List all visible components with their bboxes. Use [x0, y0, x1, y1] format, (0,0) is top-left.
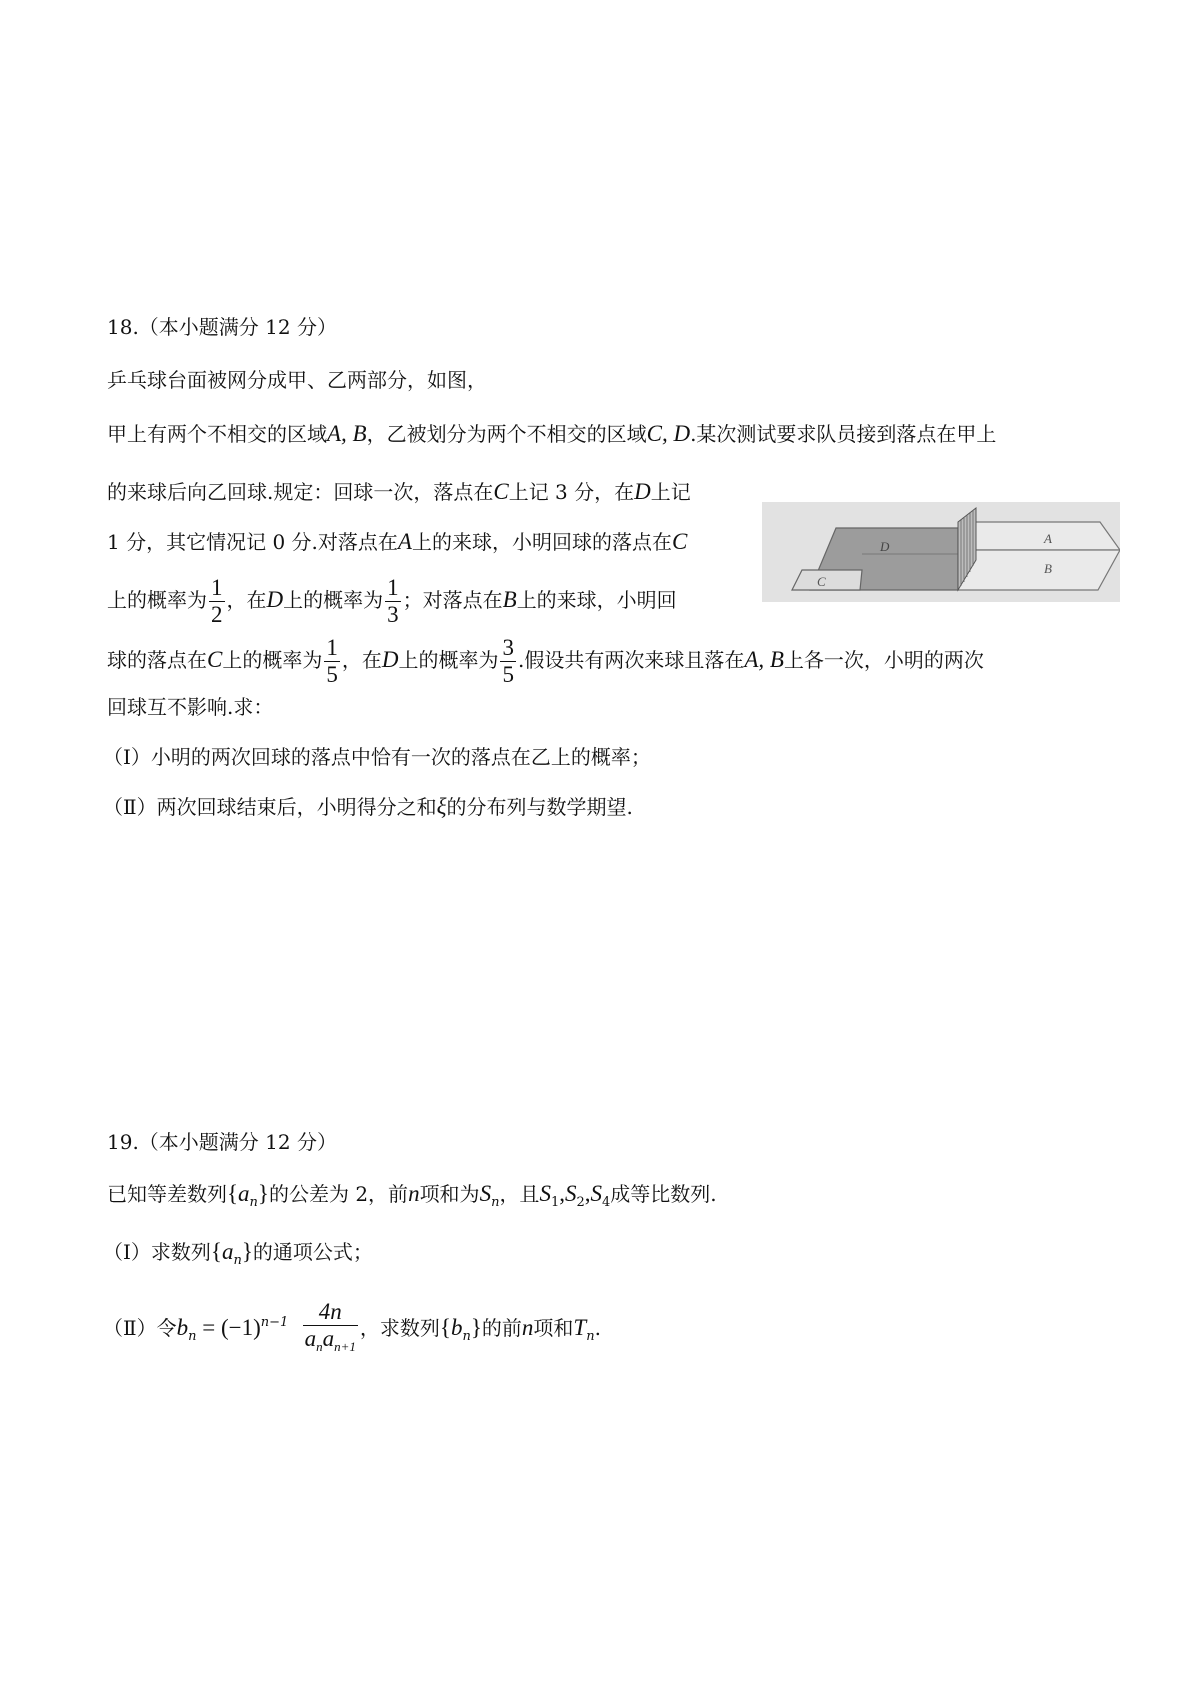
- q19-part-2: （Ⅱ）令$b_n = (-1)^{n-1}$ $\frac{4n}{a_na_{n+1}}$ ，求数列$\{b_n\}$的前n项和$T_n$.: [103, 1290, 601, 1370]
- fraction-three-fifths: $\frac{3}{5}$: [502, 635, 514, 687]
- q18-part-2: （Ⅱ）两次回球结束后，小明得分之和ξ的分布列与数学期望.: [103, 794, 633, 819]
- q18-part-1: （Ⅰ）小明的两次回球的落点中恰有一次的落点在乙上的概率；: [103, 745, 651, 769]
- q18-line-4: 1 分，其它情况记 0 分.对落点在A上的来球，小明回球的落点在C: [107, 529, 688, 554]
- q18-line-1: 乒乓球台面被网分成甲、乙两部分，如图，: [107, 368, 487, 392]
- q18-line-7: 回球互不影响.求：: [107, 695, 274, 719]
- table-tennis-figure: [762, 502, 1120, 602]
- q18-line-5: 上的概率为 $\frac{1}{2}$ ，在D上的概率为 $\frac{1}{3}$ ；对落点在B上的来球，小明回: [107, 575, 677, 627]
- region-c: [792, 570, 862, 590]
- q19-line-1: 已知等差数列$\{a_n\}$的公差为 2，前n项和为$S_n$，且$S_1,S_2,S_4$成等比数列.: [107, 1181, 717, 1210]
- region-b: [958, 550, 1120, 590]
- label-a: A: [1044, 531, 1052, 546]
- label-d: D: [880, 539, 890, 554]
- label-c: C: [817, 574, 826, 589]
- q18-header: 18.（本小题满分 12 分）: [107, 315, 337, 339]
- fraction-half: $\frac{1}{2}$: [211, 575, 223, 627]
- label-b: B: [1044, 561, 1052, 576]
- q19-header: 19.（本小题满分 12 分）: [107, 1130, 337, 1154]
- q18-line-6: 球的落点在C上的概率为 $\frac{1}{5}$ ，在D上的概率为 $\frac{3}{5}$ .假设共有两次来球且落在A, B上各一次，小明的两次: [107, 635, 984, 687]
- fraction-4n: $\frac{4n}{a_na_{n+1}}$: [304, 1299, 356, 1354]
- q19-part-1: （Ⅰ）求数列$\{a_n\}$的通项公式；: [103, 1239, 373, 1268]
- fraction-third: $\frac{1}{3}$: [387, 575, 399, 627]
- q18-line-2: 甲上有两个不相交的区域A, B，乙被划分为两个不相交的区域C, D.某次测试要求队员接到落点在甲上: [107, 421, 997, 446]
- q18-line-3: 的来球后向乙回球.规定：回球一次，落点在C上记 3 分，在D上记: [107, 479, 691, 504]
- fraction-one-fifth: $\frac{1}{5}$: [326, 635, 338, 687]
